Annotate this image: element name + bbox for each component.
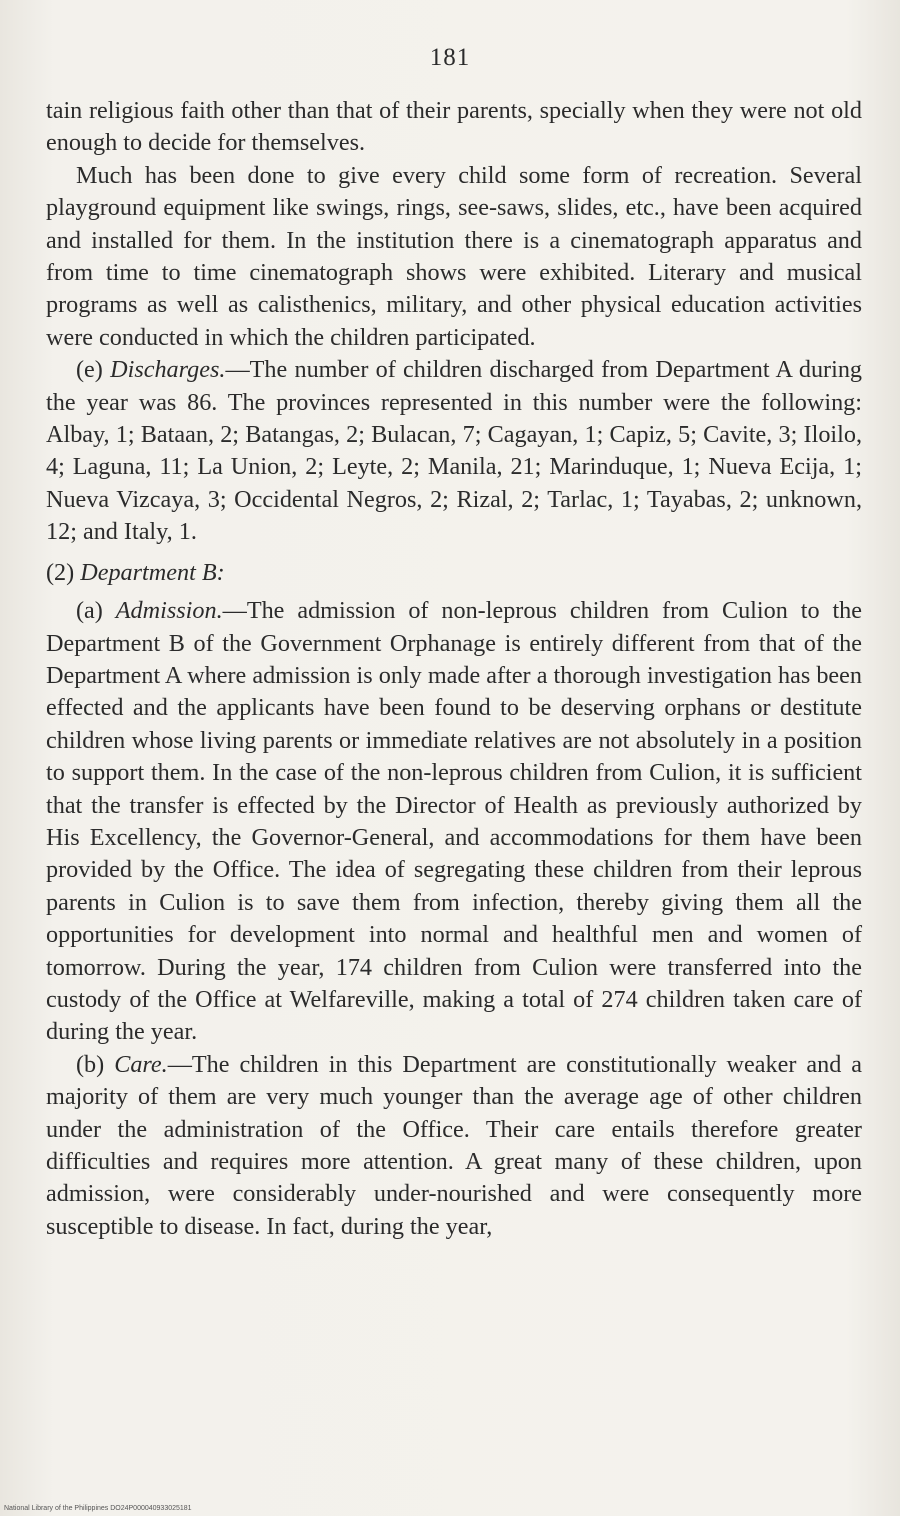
section-heading-label: (2)	[46, 558, 75, 586]
paragraph-discharges	[46, 354, 862, 548]
page-number: 181	[429, 44, 471, 71]
admission-label: (a)	[76, 597, 103, 625]
paragraph-care	[46, 1049, 862, 1243]
body-text	[46, 95, 862, 1243]
paragraph-recreation: Much has been done to give every child some form of recreation. Several playground equipment like swings, rings, see-saws, slides, etc., have been acquired and installed for them. In the institution there is a cinematograph apparatus and from time to time cinematograph shows were exhibited. Literary and musical programs as well as calisthenics, military, and other physical education activities were conducted in which the children participated.	[46, 161, 862, 351]
admission-title: Admission.	[115, 597, 223, 625]
discharges-text: —The number of children discharged from Department A during the year was 86. The provinces represented in this number were the following: Albay, 1; Bataan, 2; Batangas, 2; Bulacan, 7; Cagayan, 1; Capiz, 5; Cavite, 3; Iloilo, 4; Laguna, 11; La Union, 2; Leyte, 2; Manila, 21; Marinduque, 1; Nueva Ecija, 1; Nueva Vizcaya, 3; Occidental Negros, 2; Rizal, 2; Tarlac, 1; Tayabas, 2; unknown, 12; and Italy, 1.	[46, 356, 863, 546]
discharges-title: Discharges.	[110, 356, 226, 384]
paragraph-admission	[46, 595, 862, 1049]
admission-text: —The admission of non-leprous children from Culion to the Department B of the Government Orphanage is entirely different from that of the Department A where admission is only made after a thorough investigation has been effected and the applicants have been found to be deserving orphans or destitute children whose living parents or immediate relatives are not absolutely in a position to support them. In the case of the non-leprous children from Culion, it is sufficient that the transfer is effected by the Director of Health as previously authorized by His Excellency, the Governor-General, and accommodations for them have been provided by the Office. The idea of segregating these children from their leprous parents in Culion is to save them from infection, thereby giving them all the opportunities for development into normal and healthful men and women of tomorrow. During the year, 174 children from Culion were transferred into the custody of the Office at Welfareville, making a total of 274 children taken care of during the year.	[46, 597, 863, 1046]
discharges-label: (e)	[76, 356, 103, 384]
care-text: —The children in this Department are constitutionally weaker and a majority of them are very much younger than the average age of other children under the administration of the Office. Their care entails therefore greater difficulties and requires more attention. A great many of these children, upon admission, were considerably under-nourished and were consequently more susceptible to disease. In fact, during the year,	[46, 1050, 862, 1240]
section-heading-title: Department B:	[80, 558, 225, 586]
paragraph-continuation: tain religious faith other than that of their parents, specially when they were not old enough to decide for themselves.	[46, 97, 862, 157]
care-label: (b)	[76, 1050, 105, 1078]
scan-footer: National Library of the Philippines DO24P000040933025181	[4, 1505, 192, 1512]
care-title: Care.	[114, 1050, 168, 1078]
section-heading	[46, 557, 862, 589]
